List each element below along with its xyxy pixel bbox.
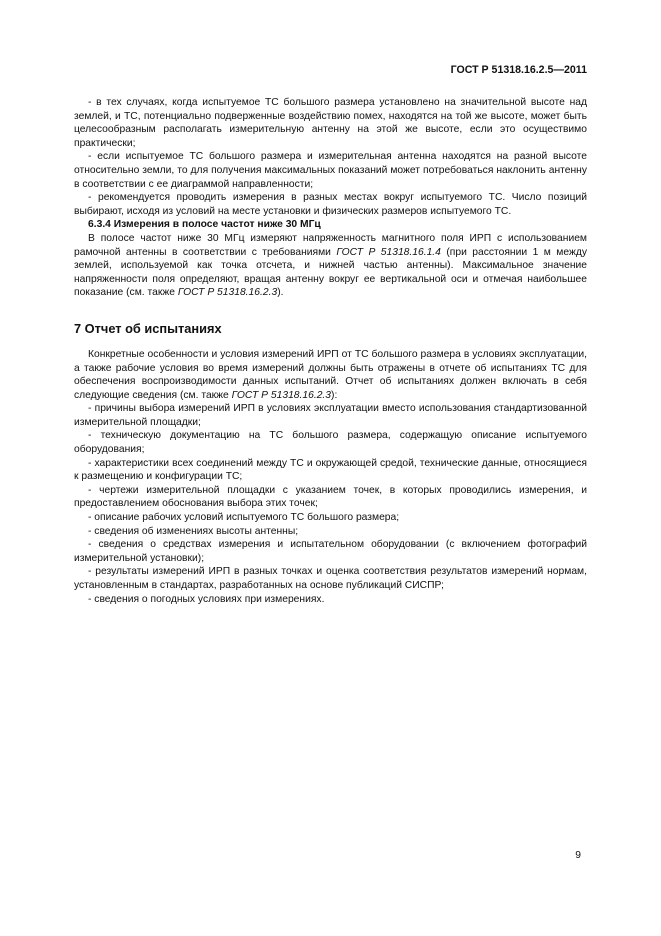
text-span: ). xyxy=(277,287,284,299)
list-item: - характеристики всех соединений между ТС и окружающей средой, технические данные, относящиеся к размещению и конфигурации ТС; xyxy=(74,457,587,483)
subsection-heading: 6.3.4 Измерения в полосе частот ниже 30 МГц xyxy=(88,219,321,231)
subsection-paragraph xyxy=(74,232,587,300)
bullet-paragraph: - в тех случаях, когда испытуемое ТС большого размера установлено на значительной высоте над землей, и ТС, потенциально подверженные воздействию помех, находятся на той же высоте, может быть целесообразным располагать измерительную антенну на этой же высоте, если это осуществимо практически; xyxy=(74,97,587,149)
list-item: - описание рабочих условий испытуемого ТС большого размера; xyxy=(88,512,400,524)
section-intro-paragraph xyxy=(74,348,587,402)
text-span: В полосе частот ниже 30 МГц измеряют напряженность магнитного поля ИРП с использованием рамочной антенны в соответствии с требованиями xyxy=(74,232,587,258)
document-body xyxy=(74,96,587,606)
list-item: - техническую документацию на ТС большого размера, содержащую описание испытуемого оборудования; xyxy=(74,430,587,456)
list-item: - причины выбора измерений ИРП в условиях эксплуатации вместо использования стандартизованной измерительной площадки; xyxy=(74,403,587,428)
text-span: Конкретные особенности и условия измерений ИРП от ТС большого размера в условиях эксплуатации, а также рабочие условия во время измерений должны быть отражены в отчете об испытаниях ТС для обеспечения воспроизводимости данных испытаний. Отчет об испытаниях должен включать в себя следующие сведения (см. также xyxy=(74,348,587,401)
list-item: - сведения о средствах измерения и испытательном оборудовании (с включением фотографий измерительной установки); xyxy=(74,539,587,564)
document-code-header: ГОСТ Р 51318.16.2.5—2011 xyxy=(450,64,587,76)
page-number: 9 xyxy=(575,850,581,861)
list-item: - результаты измерений ИРП в разных точках и оценка соответствия результатов измерений нормам, установленным в стандартах, разработанных на основе публикаций СИСПР; xyxy=(74,566,587,591)
standard-reference: ГОСТ Р 51318.16.2.3 xyxy=(231,389,332,401)
standard-reference: ГОСТ Р 51318.16.2.3 xyxy=(177,287,278,299)
bullet-paragraph: - если испытуемое ТС большого размера и измерительная антенна находятся на разной высоте относительно земли, то для получения максимальных показаний может потребоваться наклонить антенну в соответствии с ее диаграммой направленности; xyxy=(74,151,587,190)
text-span: ): xyxy=(331,389,338,401)
list-item: - чертежи измерительной площадки с указанием точек, в которых проводились измерения, и предоставлением обоснования выбора этих точек; xyxy=(74,484,587,510)
list-item: - сведения о погодных условиях при измерениях. xyxy=(88,593,325,605)
section-title: 7 Отчет об испытаниях xyxy=(74,320,222,336)
standard-reference: ГОСТ Р 51318.16.1.4 xyxy=(336,246,441,258)
list-item: - сведения об изменениях высоты антенны; xyxy=(88,525,299,537)
text-span: (при расстоянии 1 м между землей, используемой как точка отсчета, и нижней частью антенны). Максимальное значение напряженности поля определяют, вращая антенну вокруг ее вертикальной оси и отмечая наибольшее показание (см. также xyxy=(74,246,587,299)
bullet-paragraph: - рекомендуется проводить измерения в разных местах вокруг испытуемого ТС. Число позиций выбирают, исходя из условий на месте установки и физических размеров испытуемого ТС. xyxy=(74,192,587,217)
